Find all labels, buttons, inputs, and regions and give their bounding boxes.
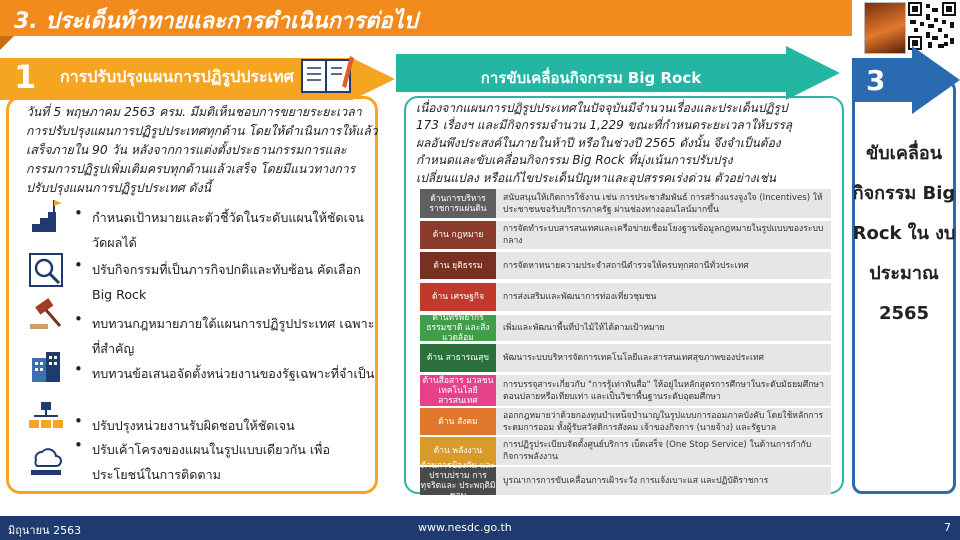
gavel-icon [28, 296, 64, 332]
list-item: กำหนดเป้าหมายและตัวชี้วัดในระดับแผนให้ชัดเจน วัดผลได้ [92, 210, 364, 250]
row-label: ด้าน ยุติธรรม [433, 260, 483, 271]
bullet: • [74, 256, 83, 274]
list-item [420, 221, 831, 249]
media-icon [420, 375, 496, 406]
row-text: ออกกฎหมายว่าด้วยกองทุนบำเหน็จบำนาญในรูปแบบการออมภาคบังคับ โดยใช้หลักการระดมการออม ทั้งผู้รับสวัสดิการสังคม เจ้าของกิจการ (นายจ้าง) และรัฐบาล [503, 410, 824, 433]
list-item: ปรับกิจกรรมที่เป็นภารกิจปกติและทับซ้อน คัดเลือก Big Rock [92, 262, 361, 302]
list-item [420, 408, 831, 435]
no-corruption-icon [420, 461, 496, 501]
cloud-network-icon [28, 442, 64, 478]
leaf-icon [420, 315, 496, 341]
bullet: • [74, 436, 83, 454]
bullet: • [74, 412, 83, 430]
bullet: • [74, 360, 83, 378]
footer-date: มิถุนายน 2563 [8, 524, 82, 537]
row-text: เพิ่มและพัฒนาพื้นที่ป่าไม้ให้ได้ตามเป้าหมาย [503, 323, 665, 333]
scales-icon [420, 252, 496, 279]
gear-people-icon [420, 189, 496, 218]
row-label: ด้าน สังคม [438, 416, 478, 427]
gavel-icon [420, 221, 496, 249]
row-text: สนับสนุนให้เกิดการใช้งาน เช่น การประชาสัมพันธ์ การสร้างแรงจูงใจ (Incentives) ให้ประชาชนขอรับบริการภาครัฐ ผ่านช่องทางออนไลน์มากขึ้น [503, 192, 823, 215]
list-item [420, 375, 831, 406]
column3-text: ขับเคลื่อน กิจกรรม Big Rock ใน งบประมาณ 2565 [852, 143, 956, 324]
row-text: การปฏิรูประเบียบจัดตั้งศูนย์บริการ เบ็ดเสร็จ (One Stop Service) ในด้านการกำกับกิจการพลังงาน [503, 440, 812, 462]
row-label: ด้านการบริหาร ราชการแผ่นดิน [429, 193, 487, 214]
row-text: บูรณาการการขับเคลื่อนการเฝ้าระวัง การแจ้งเบาะแส และปฏิบัติราชการ [503, 476, 769, 486]
people-icon [420, 408, 496, 435]
page-number: 7 [944, 521, 951, 534]
row-label: ด้านสื่อสาร มวลชนเทคโนโลยี สารสนเทศ [422, 375, 494, 406]
column1-title: การปรับปรุงแผนการปฏิรูปประเทศ [60, 67, 294, 86]
footer-url: www.nesdc.go.th [418, 521, 512, 534]
row-label: ด้าน กฎหมาย [432, 230, 484, 240]
list-item [420, 344, 831, 372]
chart-icon [420, 283, 496, 311]
list-item [420, 461, 831, 501]
page-title: 3. ประเด็นท้าทายและการดำเนินการต่อไป [14, 9, 418, 34]
book-pencil-icon [298, 52, 354, 98]
list-item [420, 189, 831, 218]
row-label: ด้านการป้องกัน และปราบปราม การทุจริตและ ประพฤติมิชอบ [420, 461, 496, 501]
row-label: ด้าน เศรษฐกิจ [431, 292, 485, 302]
row-text: การจัดหาทนายความประจำสถานีตำรวจให้ครบทุกสถานีทั่วประเทศ [503, 260, 749, 271]
list-item: ปรับปรุงหน่วยงานรับผิดชอบให้ชัดเจน [92, 418, 295, 433]
qr-code [908, 2, 956, 50]
column3-number: 3 [866, 64, 886, 97]
row-label: ด้านทรัพยากร ธรรมชาติ และสิ่งแวดล้อม [426, 313, 490, 343]
target-search-icon [28, 252, 64, 288]
column1-intro: วันที่ 5 พฤษภาคม 2563 ครม. มีมติเห็นชอบการขยายระยะเวลาการปรับปรุงแผนการปฏิรูปประเทศทุกด้าน โดยให้ดำเนินการให้แล้วเสร็จภายใน 90 วัน หลังจากการแต่งตั้งประธานกรรมการและกรรมการปฏิรูปเพิ่มเติมครบทุกด้านแล้วเสร็จ โดยมีแนวทางการปรับปรุงแผนการปฏิรูปประเทศ ดังนี้ [26, 105, 378, 195]
row-text: การจัดทำระบบสารสนเทศและเครือข่ายเชื่อมโยงฐานข้อมูลกฎหมายในรูปแบบของระบบกลาง [503, 224, 824, 246]
row-text: การบรรจุสาระเกี่ยวกับ "การรู้เท่าทันสื่อ" ให้อยู่ในหลักสูตรการศึกษาในระดับมัธยมศึกษาตอนปลายหรือเทียบเท่า และเป็นวิชาพื้นฐานระดับอุดมศึกษา [503, 379, 824, 402]
health-cross-icon [420, 344, 496, 372]
row-text: การส่งเสริมและพัฒนาการท่องเที่ยวชุมชน [503, 292, 657, 302]
column2-title: การขับเคลื่อนกิจกรรม Big Rock [480, 69, 702, 87]
row-label: ด้าน สาธารณสุข [426, 353, 490, 363]
building-icon [28, 348, 64, 384]
column2-intro: เนื่องจากแผนการปฏิรูปประเทศในปัจจุบันมีจำนวนเรื่องและประเด็นปฏิรูป 173 เรื่องฯ และมีกิจกรรมจำนวน 1,229 ขณะที่กำหนดระยะเวลาให้บรรลุผลอันพึงประสงค์ในภายในห้าปี หรือในช่วงปี 2565 ดังนั้น จึงจำเป็นต้องกำหนดและขับเคลื่อนกิจกรรม Big Rock ที่มุ่งเน้นการปรับปรุง เปลี่ยนแปลง หรือแก้ไขประเด็นปัญหาและอุปสรรคเร่งด่วน ตัวอย่างเช่น [416, 101, 793, 185]
bullet: • [74, 204, 83, 222]
banner-fold [0, 36, 14, 50]
goal-flag-icon [28, 198, 64, 234]
list-item [420, 252, 831, 279]
list-item: ปรับเค้าโครงของแผนในรูปแบบเดียวกัน เพื่อประโยชน์ในการติดตาม [92, 442, 331, 482]
org-structure-icon [28, 400, 64, 436]
row-label: ด้าน พลังงาน [433, 446, 483, 456]
column1-number: 1 [14, 58, 37, 96]
list-item [420, 315, 831, 341]
list-item [420, 283, 831, 311]
row-text: พัฒนาระบบบริหารจัดการเทคโนโลยีและสารสนเทศสุขภาพของประเทศ [503, 353, 765, 363]
bullet: • [74, 310, 83, 328]
list-item: ทบทวนกฎหมายภายใต้แผนการปฏิรูปประเทศ เฉพาะที่สำคัญ [92, 316, 375, 356]
list-item: ทบทวนข้อเสนอจัดตั้งหน่วยงานของรัฐเฉพาะที่จำเป็น [92, 366, 375, 381]
